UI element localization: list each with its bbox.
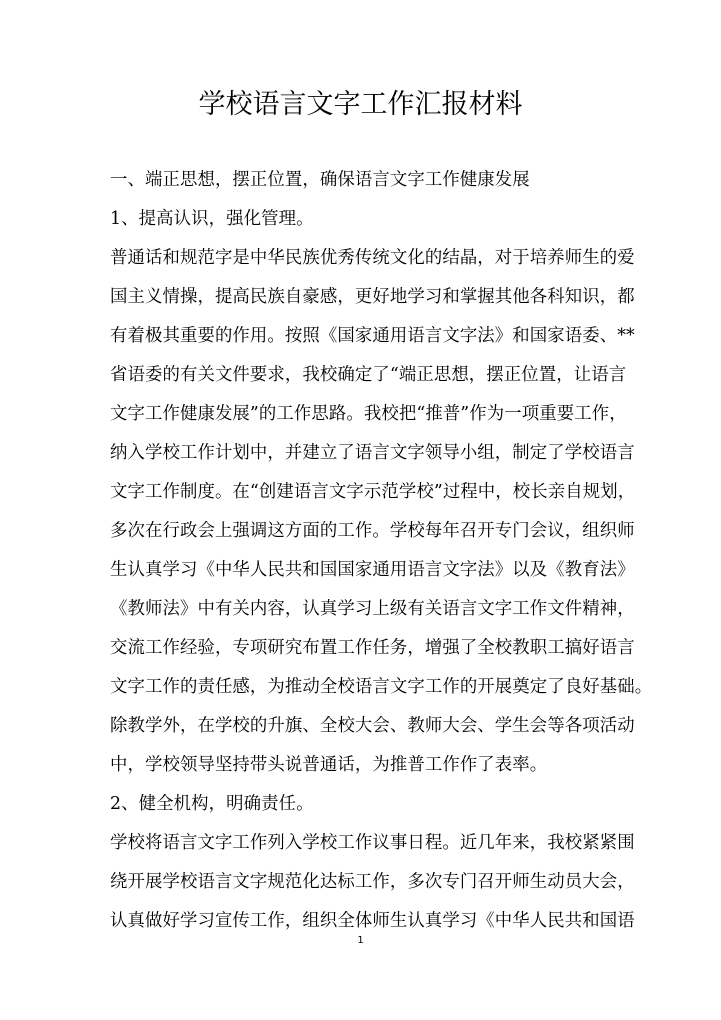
- paragraph-line: 有着极其重要的作用。按照《国家通用语言文字法》和国家语委、**: [110, 326, 635, 346]
- paragraph-line: 纳入学校工作计划中，并建立了语言文字领导小组，制定了学校语言: [110, 443, 635, 463]
- paragraph-line: 省语委的有关文件要求，我校确定了“端正思想，摆正位置，让语言: [110, 365, 627, 385]
- paragraph-line: 认真做好学习宣传工作，组织全体师生认真学习《中华人民共和国语: [110, 911, 635, 931]
- paragraph-line: 生认真学习《中华人民共和国国家通用语言文字法》以及《教育法》: [110, 560, 635, 580]
- paragraph-line: 中，学校领导坚持带头说普通话，为推普工作作了表率。: [110, 755, 548, 775]
- paragraph-line: 多次在行政会上强调这方面的工作。学校每年召开专门会议，组织师: [110, 521, 635, 541]
- paragraph-line: 普通话和规范字是中华民族优秀传统文化的结晶，对于培养师生的爱: [110, 248, 635, 268]
- paragraph-line: 文字工作制度。在“创建语言文字示范学校”过程中，校长亲自规划，: [110, 482, 636, 502]
- subsection-heading: 2、健全机构，明确责任。: [110, 794, 314, 814]
- paragraph-line: 《教师法》中有关内容，认真学习上级有关语言文字工作文件精神，: [110, 599, 635, 619]
- subsection-heading: 1、提高认识，强化管理。: [110, 209, 314, 229]
- paragraph-line: 除教学外，在学校的升旗、全校大会、教师大会、学生会等各项活动: [110, 716, 635, 736]
- paragraph-line: 文字工作健康发展”的工作思路。我校把“推普”作为一项重要工作，: [110, 404, 627, 424]
- page-number: 1: [357, 935, 364, 946]
- document-title: 学校语言文字工作汇报材料: [198, 89, 523, 120]
- paragraph-line: 学校将语言文字工作列入学校工作议事日程。近几年来，我校紧紧围: [110, 833, 635, 853]
- paragraph-line: 文字工作的责任感，为推动全校语言文字工作的开展奠定了良好基础。: [110, 677, 653, 697]
- paragraph-line: 交流工作经验，专项研究布置工作任务，增强了全校教职工搞好语言: [110, 638, 635, 658]
- document-body: [110, 167, 653, 947]
- paragraph-line: 绕开展学校语言文字规范化达标工作，多次专门召开师生动员大会，: [110, 872, 635, 892]
- paragraph-line: 国主义情操，提高民族自豪感，更好地学习和掌握其他各科知识，都: [110, 287, 635, 307]
- section-heading: 一、端正思想，摆正位置，确保语言文字工作健康发展: [110, 170, 530, 190]
